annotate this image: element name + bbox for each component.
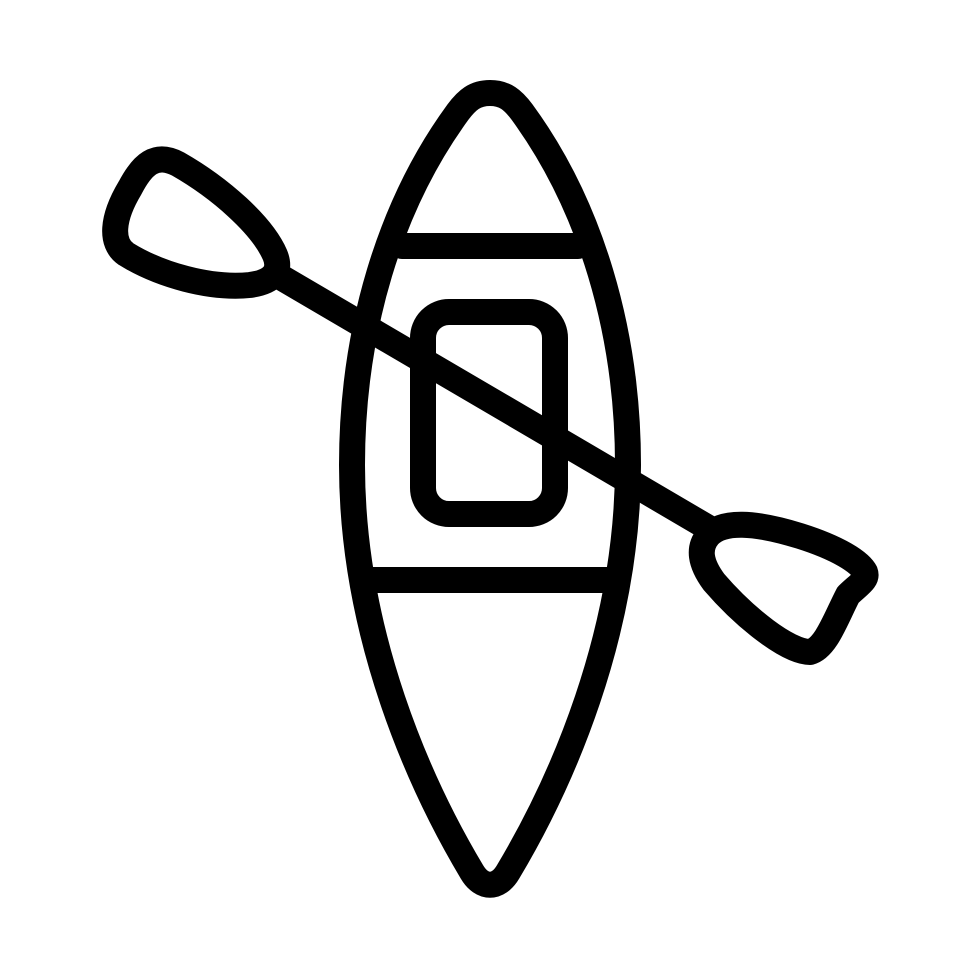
kayak-hull [352, 93, 628, 885]
paddle-blade-left [115, 159, 277, 285]
paddle-blade-right [702, 525, 866, 652]
